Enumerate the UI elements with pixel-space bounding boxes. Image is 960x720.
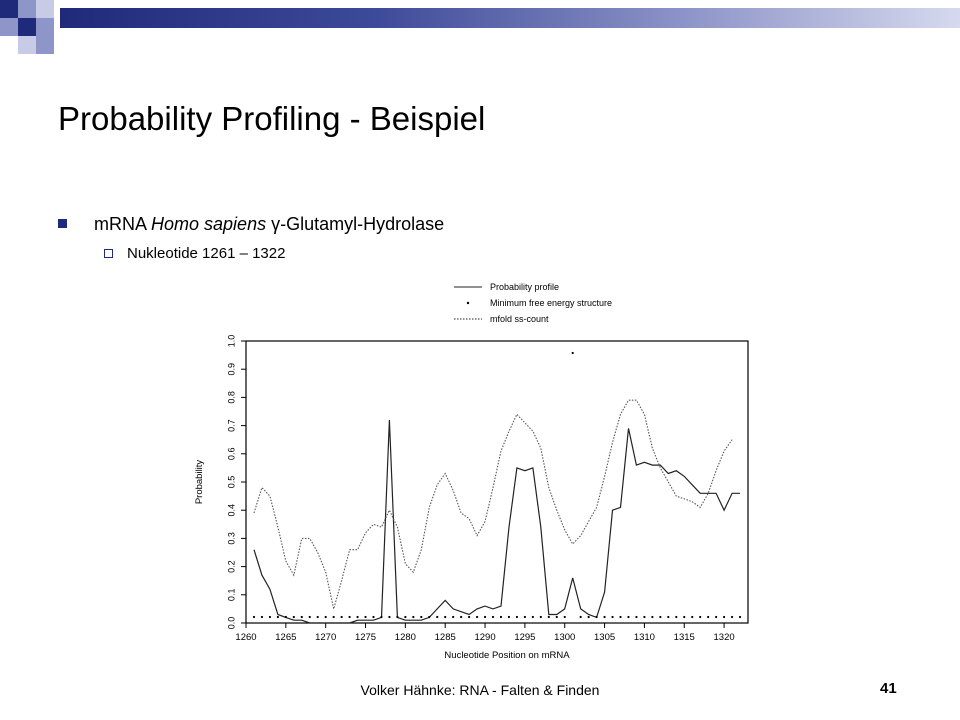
mfe-structure-point [739,616,741,618]
mfe-structure-point [285,616,287,618]
mfold-ss-count-line [254,400,732,609]
hollow-square-bullet-icon [104,249,113,258]
bullet-main-prefix: mRNA [94,214,152,234]
mfe-structure-point [635,616,637,618]
decorative-square [36,36,54,54]
mfe-structure-point [388,616,390,618]
y-tick-label: 0.8 [226,391,237,404]
mfe-structure-point [619,616,621,618]
x-tick-label: 1310 [633,632,655,643]
mfe-structure-point [572,352,574,354]
y-tick-label: 0.4 [226,503,237,517]
mfe-structure-point [460,616,462,618]
legend-label: mfold ss-count [490,314,549,324]
mfe-structure-point [277,616,279,618]
mfe-structure-point [707,616,709,618]
mfe-structure-point [309,616,311,618]
x-tick-label: 1280 [394,632,416,643]
mfe-structure-point [659,616,661,618]
y-tick-label: 0.3 [226,532,237,545]
y-tick-label: 1.0 [226,334,237,348]
mfe-structure-point [476,616,478,618]
mfe-structure-point [683,616,685,618]
x-tick-label: 1295 [514,632,536,643]
mfe-structure-point [556,616,558,618]
footer-text: Volker Hähnke: RNA - Falten & Finden [360,682,600,698]
mfe-structure-point [651,616,653,618]
probability-profile-line [254,420,740,623]
mfe-structure-point [333,616,335,618]
mfe-structure-point [412,616,414,618]
mfe-structure-point [540,616,542,618]
mfe-structure-point [627,616,629,618]
x-tick-label: 1270 [315,632,337,643]
mfe-structure-point [731,616,733,618]
y-axis-label: Probability [194,459,205,505]
mfe-structure-point [715,616,717,618]
mfe-structure-point [603,616,605,618]
plot-frame [246,341,748,623]
bullet-main-species: Homo sapiens [151,214,267,234]
page-number: 41 [880,680,897,697]
mfe-structure-point [341,616,343,618]
mfe-structure-point [723,616,725,618]
x-tick-label: 1305 [594,632,616,643]
mfe-structure-point [444,616,446,618]
mfe-structure-point [588,616,590,618]
mfe-structure-point [508,616,510,618]
y-tick-label: 0.7 [226,419,237,432]
mfe-structure-point [675,616,677,618]
probability-chart [190,275,770,670]
bullet-main [58,214,444,235]
mfe-structure-point [356,616,358,618]
mfe-structure-point [325,616,327,618]
mfe-structure-point [253,616,255,618]
mfe-structure-point [317,616,319,618]
y-tick-label: 0.2 [226,560,237,573]
x-tick-label: 1300 [554,632,576,643]
slide-title: Probability Profiling - Beispiel [58,100,486,137]
mfe-structure-point [564,616,566,618]
y-tick-label: 0.6 [226,447,237,461]
mfe-structure-point [492,616,494,618]
mfe-structure-point [532,616,534,618]
y-tick-label: 0.0 [226,616,237,630]
mfe-structure-point [611,616,613,618]
mfe-structure-point [261,616,263,618]
legend-label: Probability profile [490,282,560,292]
decorative-square [18,36,36,54]
decorative-square [36,18,54,36]
bullet-sub-text: Nukleotide 1261 – 1322 [127,245,286,262]
mfe-structure-point [428,616,430,618]
x-tick-label: 1285 [434,632,456,643]
mfe-structure-point [380,616,382,618]
mfe-structure-point [396,616,398,618]
mfe-structure-point [484,616,486,618]
mfe-structure-point [468,616,470,618]
mfe-structure-point [364,616,366,618]
x-tick-label: 1260 [235,632,257,643]
y-tick-label: 0.1 [226,588,237,602]
square-bullet-icon [58,219,67,228]
mfe-structure-point [301,616,303,618]
y-tick-label: 0.5 [226,475,237,489]
decorative-square [18,18,36,36]
x-axis-label: Nucleotide Position on mRNA [444,650,570,661]
mfe-structure-point [420,616,422,618]
mfe-structure-point [524,616,526,618]
decorative-square [18,0,36,18]
mfe-structure-point [348,616,350,618]
mfe-structure-point [293,616,295,618]
x-tick-label: 1315 [673,632,695,643]
mfe-structure-point [548,616,550,618]
bullet-sub [104,245,285,262]
decorative-square [36,0,54,18]
x-tick-label: 1265 [275,632,297,643]
legend-marker-dot [467,302,469,304]
mfe-structure-point [404,616,406,618]
bullet-main-suffix: γ-Glutamyl-Hydrolase [266,214,445,234]
mfe-structure-point [643,616,645,618]
header-gradient-bar [60,8,960,28]
legend-label: Minimum free energy structure [490,298,613,308]
mfe-structure-point [580,616,582,618]
mfe-structure-point [436,616,438,618]
mfe-structure-point [372,616,374,618]
mfe-structure-point [596,616,598,618]
decorative-square [0,0,18,18]
mfe-structure-point [699,616,701,618]
decorative-square [0,18,18,36]
mfe-structure-point [452,616,454,618]
mfe-structure-point [516,616,518,618]
y-tick-label: 0.9 [226,362,237,376]
mfe-structure-point [667,616,669,618]
x-tick-label: 1290 [474,632,496,643]
mfe-structure-point [269,616,271,618]
x-tick-label: 1275 [354,632,377,643]
x-tick-label: 1320 [713,632,735,643]
mfe-structure-point [691,616,693,618]
mfe-structure-point [500,616,502,618]
